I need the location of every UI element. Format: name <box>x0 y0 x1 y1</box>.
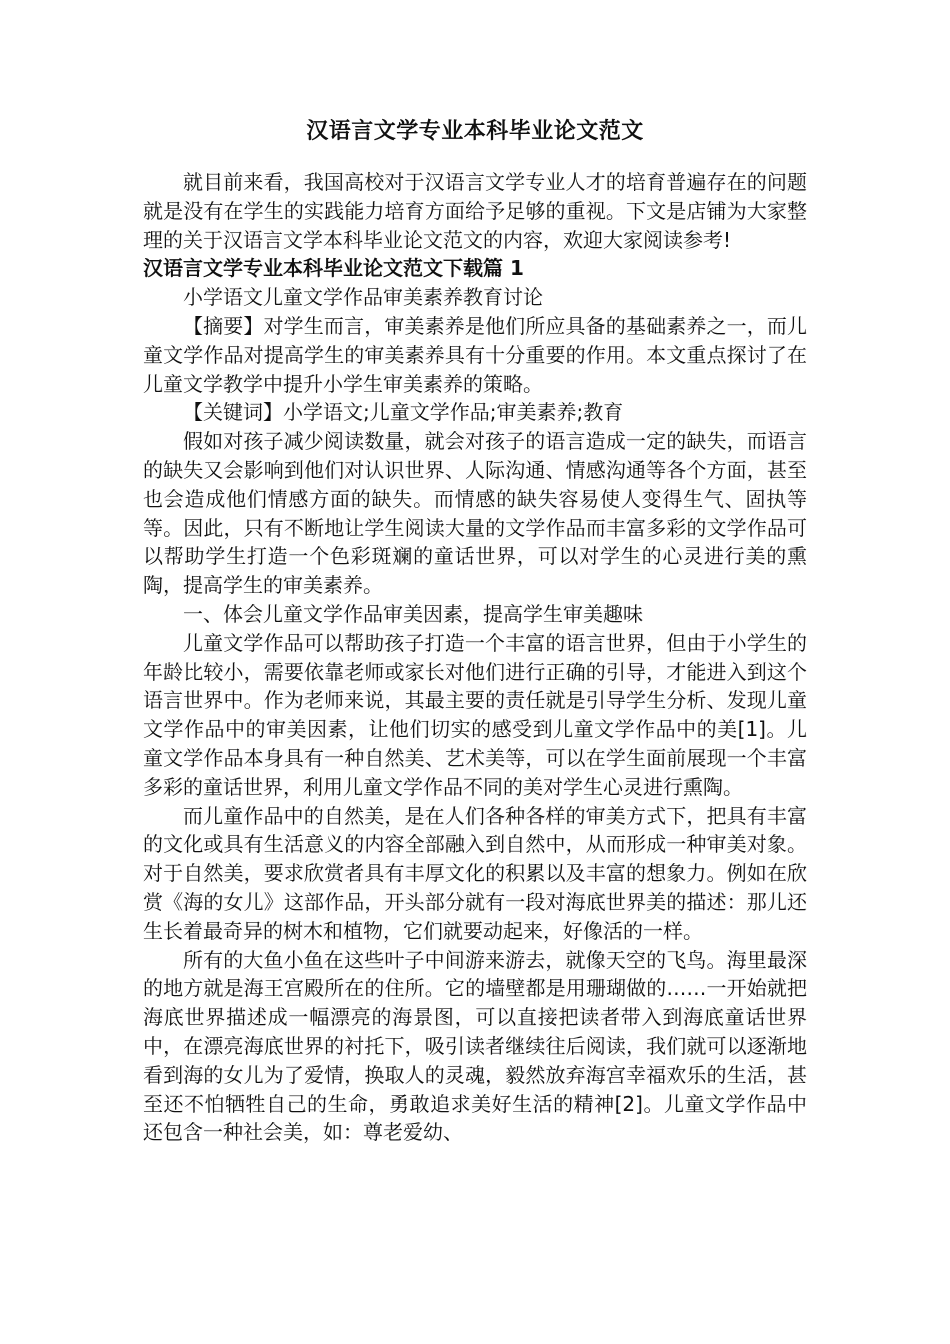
body-paragraph: 所有的大鱼小鱼在这些叶子中间游来游去，就像天空的飞鸟。海里最深的地方就是海王宫殿所在的住所。它的墙壁都是用珊瑚做的……一开始就把海底世界描述成一幅漂亮的海景图，可以直接把读者带入到海底童话世界中，在漂亮海底世界的衬托下，吸引读者继续往后阅读，我们就可以逐渐地看到海的女儿为了爱情，换取人的灵魂，毅然放弃海宫幸福欢乐的生活，甚至还不怕牺牲自己的生命，勇敢追求美好生活的精神[2]。儿童文学作品中还包含一种社会美，如：尊老爱幼、 <box>143 947 807 1145</box>
keywords-paragraph: 【关键词】小学语文;儿童文学作品;审美素养;教育 <box>183 400 624 425</box>
abstract-paragraph: 【摘要】对学生而言，审美素养是他们所应具备的基础素养之一，而儿童文学作品对提高学生的审美素养具有十分重要的作用。本文重点探讨了在儿童文学教学中提升小学生审美素养的策略。 <box>143 313 807 396</box>
intro-paragraph: 就目前来看，我国高校对于汉语言文学专业人才的培育普遍存在的问题就是没有在学生的实践能力培育方面给予足够的重视。下文是店铺为大家整理的关于汉语言文学本科毕业论文范文的内容，欢迎大家阅读参考! <box>143 170 807 252</box>
body-paragraph: 儿童文学作品可以帮助孩子打造一个丰富的语言世界，但由于小学生的年龄比较小，需要依靠老师或家长对他们进行正确的引导，才能进入到这个语言世界中。作为老师来说，其最主要的责任就是引导学生分析、发现儿童文学作品中的审美因素，让他们切实的感受到儿童文学作品中的美[1]。儿童文学作品本身具有一种自然美、艺术美等，可以在学生面前展现一个丰富多彩的童话世界，利用儿童文学作品不同的美对学生心灵进行熏陶。 <box>143 630 807 799</box>
subsection-heading: 一、体会儿童文学作品审美因素，提高学生审美趣味 <box>183 601 643 626</box>
section-heading: 汉语言文学专业本科毕业论文范文下载篇 1 <box>143 256 524 281</box>
body-paragraph: 假如对孩子减少阅读数量，就会对孩子的语言造成一定的缺失，而语言的缺失又会影响到他们对认识世界、人际沟通、情感沟通等各个方面，甚至也会造成他们情感方面的缺失。而情感的缺失容易使人变得生气、固执等等。因此，只有不断地让学生阅读大量的文学作品而丰富多彩的文学作品可以帮助学生打造一个色彩斑斓的童话世界，可以对学生的心灵进行美的熏陶，提高学生的审美素养。 <box>143 429 807 598</box>
document-title: 汉语言文学专业本科毕业论文范文 <box>306 119 644 144</box>
document-body <box>143 168 807 1147</box>
body-paragraph: 而儿童作品中的自然美，是在人们各种各样的审美方式下，把具有丰富的文化或具有生活意义的内容全部融入到自然中，从而形成一种审美对象。对于自然美，要求欣赏者具有丰厚文化的积累以及丰富的想象力。例如在欣赏《海的女儿》这部作品，开头部分就有一段对海底世界美的描述：那儿还生长着最奇异的树木和植物，它们就要动起来，好像活的一样。 <box>143 803 807 943</box>
article-title: 小学语文儿童文学作品审美素养教育讨论 <box>183 285 543 310</box>
